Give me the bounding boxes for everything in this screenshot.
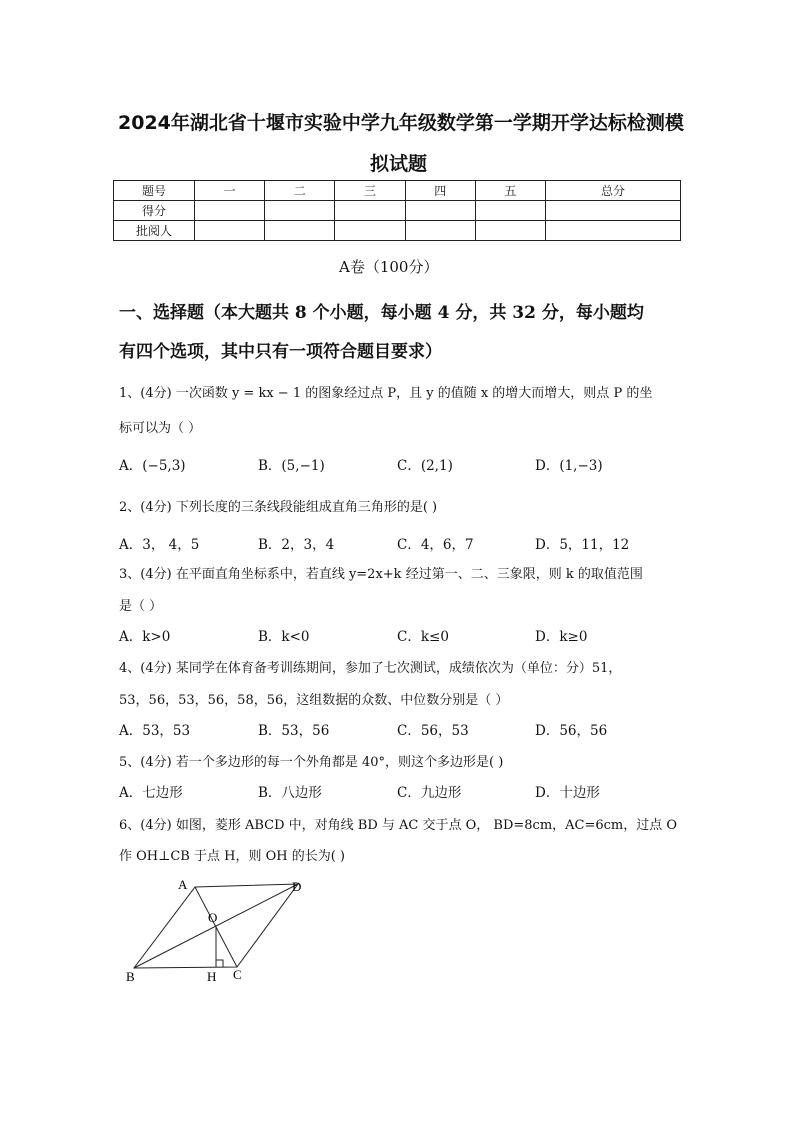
score-cell [546,221,681,241]
question-5-text: 5、(4分) 若一个多边形的每一个外角都是 40°，则这个多边形是( ) [119,755,504,770]
score-table-header-cell: 一 [195,181,265,201]
score-table-row-label: 批阅人 [114,221,195,241]
question-2-text: 2、(4分) 下列长度的三条线段能组成直角三角形的是( ) [119,500,438,515]
question-4-option-b: B．53，56 [258,723,330,739]
score-table-header-cell: 题号 [114,181,195,201]
score-table-header-row [114,181,681,201]
score-table-header-cell: 二 [265,181,335,201]
question-1-text: 1、(4分) 一次函数 y = kx − 1 的图象经过点 P，且 y 的值随 x 的增大而增大，则点 P 的坐 [119,386,653,401]
question-5-option-c: C．九边形 [397,785,462,801]
score-table-row [114,201,681,221]
question-5-option-d: D．十边形 [535,785,600,801]
question-3-option-d: D．k≥0 [535,629,588,645]
question-5-option-a: A．七边形 [119,785,183,801]
score-cell [546,201,681,221]
score-cell [475,221,545,241]
vertex-label-o: O [208,910,218,925]
right-angle-mark [216,960,223,967]
question-4-option-a: A．53，53 [119,723,191,739]
question-4-option-d: D．56，56 [535,723,608,739]
question-3-option-a: A．k>0 [119,629,171,645]
question-1-text-cont: 标可以为（ ） [119,421,202,436]
score-cell [335,201,405,221]
vertex-label-c: C [233,967,242,982]
question-3-option-b: B．k<0 [258,629,310,645]
question-6-text-cont: 作 OH⊥CB 于点 H，则 OH 的长为( ) [119,849,345,864]
question-2-option-d: D．5，11，12 [535,537,630,553]
question-4-option-c: C．56，53 [397,723,469,739]
question-1-option-b: B．(5,−1) [258,458,325,474]
question-1-option-a: A．(−5,3) [119,458,186,474]
vertex-label-d: D [292,879,302,894]
vertex-label-h: H [207,969,217,984]
volume-label: A卷（100分） [339,258,439,276]
score-cell [265,201,335,221]
document-title-line2: 拟试题 [370,153,428,175]
question-1-option-d: D．(1,−3) [535,458,603,474]
score-table-header-cell: 总分 [546,181,681,201]
score-cell [475,201,545,221]
score-table-row [114,221,681,241]
section-heading-line1: 一、选择题（本大题共 8 个小题，每小题 4 分，共 32 分，每小题均 [119,303,644,323]
vertex-label-a: A [178,877,188,892]
question-3-text: 3、(4分) 在平面直角坐标系中，若直线 y=2x+k 经过第一、二、三象限，则 k 的取值范围 [119,567,643,582]
rhombus-figure [120,872,320,987]
question-4-text: 4、(4分) 某同学在体育备考训练期间，参加了七次测试，成绩依次为（单位：分）51， [119,661,622,676]
score-cell [265,221,335,241]
section-heading-line2: 有四个选项，其中只有一项符合题目要求） [119,342,442,362]
score-table-header-cell: 四 [405,181,475,201]
question-6-text: 6、(4分) 如图，菱形 ABCD 中，对角线 BD 与 AC 交于点 O， BD=8cm，AC=6cm，过点 O [119,818,678,833]
score-cell [195,221,265,241]
question-4-text-cont: 53，56，53，56，58，56，这组数据的众数、中位数分别是（ ） [119,693,509,708]
question-2-option-c: C．4，6，7 [397,537,474,553]
score-cell [405,221,475,241]
question-2-option-b: B．2，3，4 [258,537,335,553]
question-3-option-c: C．k≤0 [397,629,449,645]
document-title-line1: 2024年湖北省十堰市实验中学九年级数学第一学期开学达标检测模 [118,112,684,134]
question-3-text-cont: 是（ ） [119,599,163,614]
question-5-option-b: B．八边形 [258,785,322,801]
score-table [113,180,681,241]
score-cell [195,201,265,221]
vertex-label-b: B [126,969,135,984]
score-table-header-cell: 五 [475,181,545,201]
score-cell [335,221,405,241]
score-table-row-label: 得分 [114,201,195,221]
score-cell [405,201,475,221]
score-table-header-cell: 三 [335,181,405,201]
question-2-option-a: A．3， 4，5 [119,537,200,553]
question-1-option-c: C．(2,1) [397,458,453,474]
